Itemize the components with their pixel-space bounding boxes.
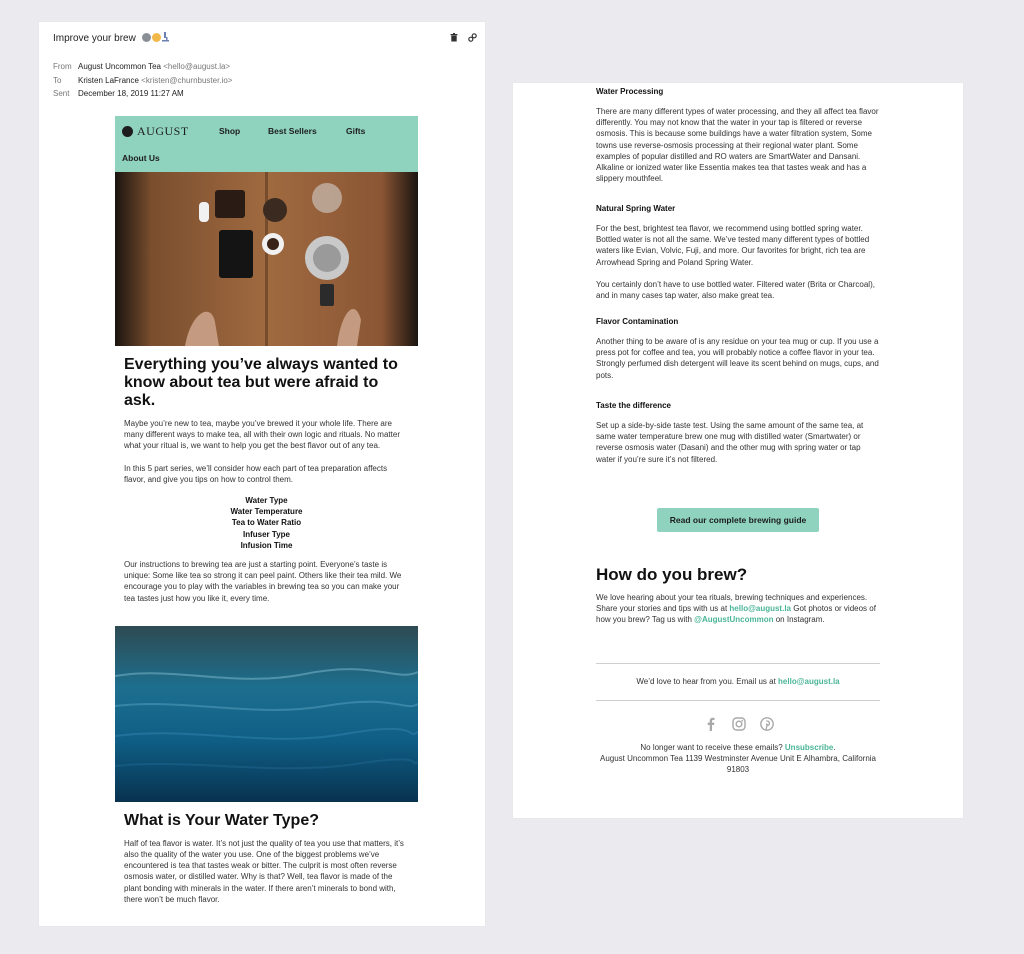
email-body <box>115 116 418 905</box>
august-logo[interactable] <box>122 124 189 139</box>
pinterest-icon[interactable] <box>760 717 774 736</box>
topic-list <box>115 495 418 551</box>
brew-paragraph <box>596 592 881 626</box>
section-paragraph: Set up a side-by-side taste test. Using the same amount of the same tea, at same water temperature brew one mug with distilled water (Smartwater) or reverse osmosis water (Dasani) and the other mug with spring water or tap water if you’re sure it’s not filtered. <box>596 421 864 464</box>
footer-address: August Uncommon Tea 1139 Westminster Avenue Unit E Alhambra, California 91803 <box>600 754 876 775</box>
from-name: August Uncommon Tea <box>78 62 162 71</box>
nav-best-sellers-link[interactable]: Best Sellers <box>268 126 317 136</box>
topic-item: Water Type <box>245 496 288 506</box>
unsubscribe-link[interactable]: Unsubscribe <box>784 743 834 752</box>
email-message-right <box>513 83 963 818</box>
instagram-icon[interactable] <box>732 717 746 736</box>
brew-text-a: We love hearing about your tea rituals, brewing techniques and experiences. Share your stories and tips with us at <box>596 593 868 614</box>
section-paragraph: For the best, brightest tea flavor, we recommend using bottled spring water. Bottled water is not all the same. We’ve tested many different types of bottled waters like Evian, Volvic, Fuji, and more. Our favorites for bright, rich tea are Arrowhead Spring and Poland Spring Water. <box>596 224 870 267</box>
contact-email-link[interactable]: hello@august.la <box>778 677 840 686</box>
contact-line <box>596 676 880 687</box>
email-subject <box>53 32 170 45</box>
section-paragraph: There are many different types of water processing, and they all affect tea flavor differently. You may not know that the water in your tap is filtered or reverse osmosis. This is because some buildings have a water filtration system, Some towns use reverse-osmosis processing at their regional water plant. Some examples of popular distilled and RO waters are SmartWater and Dansani. Alkaline or ionized water like Essentia makes tea that tastes weak and has a slippery mouthfeel. <box>596 107 879 184</box>
section-heading: Natural Spring Water <box>596 204 676 213</box>
logo-text: AUGUST <box>137 124 189 138</box>
brew-text-c: on Instagram. <box>773 615 825 625</box>
how-do-you-brew-heading: How do you brew? <box>596 565 748 584</box>
intro-paragraph-1: Maybe you’re new to tea, maybe you’ve brewed it your whole life. There are many different ways to make tea, all with their own logic and rituals. No matter what your ritual is, we want to help you get the best flavor out of any tea. <box>124 419 400 451</box>
sunglasses-face-icon <box>152 33 161 42</box>
facebook-icon[interactable] <box>704 717 718 736</box>
section-paragraph: You certainly don’t have to use bottled water. Filtered water (Brita or Charcoal), and in many cases tap water, also make great tea. <box>596 279 875 301</box>
topic-item: Infusion Time <box>240 540 293 550</box>
hero-image-tea-table <box>115 172 418 346</box>
sent-label: Sent <box>53 89 70 98</box>
nav-gifts-link[interactable]: Gifts <box>346 126 366 136</box>
email-message-left <box>39 22 485 926</box>
footer <box>596 742 880 776</box>
water-type-heading: What is Your Water Type? <box>124 811 319 829</box>
logo-mark-icon <box>122 126 133 137</box>
social-links <box>704 717 774 736</box>
divider <box>596 663 880 664</box>
intro-paragraph-2: In this 5 part series, we’ll consider how each part of tea preparation affects flavor, and give you tips on how to control them. <box>124 463 388 484</box>
microscope-icon <box>161 32 170 45</box>
brew-text-b: Got photos or videos of how you brew? Tag us with <box>596 604 876 625</box>
to-label: To <box>53 75 62 85</box>
instagram-handle-link[interactable]: @AugustUncommon <box>694 615 774 625</box>
email-header-meta <box>53 60 232 101</box>
unsubscribe-text: No longer want to receive these emails? <box>640 743 785 752</box>
sent-value: December 18, 2019 11:27 AM <box>78 89 184 98</box>
topic-item: Water Temperature <box>230 507 303 517</box>
read-brewing-guide-button[interactable]: Read our complete brewing guide <box>657 508 819 532</box>
coffee-cup-icon <box>142 33 151 42</box>
section-heading: Taste the difference <box>596 401 671 410</box>
unsubscribe-period: . <box>833 743 836 752</box>
water-image <box>115 626 418 802</box>
intro-headline: Everything you’ve always wanted to know about tea but were afraid to ask. <box>124 356 398 409</box>
brand-nav-bar <box>115 116 418 172</box>
intro-paragraph-3: Our instructions to brewing tea are just a starting point. Everyone’s taste is unique: Some like tea so strong it can peel paint. Others like their tea mild. We encourage you to play with the variables in brewing tea so you can make your tea tastes just how you like it, every time. <box>124 560 402 603</box>
trash-icon[interactable] <box>450 33 458 42</box>
divider <box>596 700 880 701</box>
nav-shop-link[interactable]: Shop <box>219 126 241 136</box>
section-heading: Water Processing <box>596 87 664 96</box>
topic-item: Infuser Type <box>243 529 290 539</box>
topic-item: Tea to Water Ratio <box>231 518 302 528</box>
to-name: Kristen LaFrance <box>78 75 139 85</box>
link-icon[interactable] <box>468 33 477 42</box>
nav-about-link[interactable]: About Us <box>122 153 160 163</box>
to-address[interactable]: <kristen@churnbuster.io> <box>141 75 233 85</box>
contact-text: We’d love to hear from you. Email us at <box>636 677 779 686</box>
brew-email-link[interactable]: hello@august.la <box>729 604 791 614</box>
section-heading: Flavor Contamination <box>596 317 679 326</box>
section-paragraph: Another thing to be aware of is any residue on your tea mug or cup. If you use a press pot for coffee and tea, you will probably notice a coffee flavor in your tea. Strongly perfumed dish detergent will leave its scent behind on mugs, cups, and pots. <box>596 337 879 380</box>
water-type-paragraph: Half of tea flavor is water. It’s not just the quality of tea you use that matters, it’s also the quality of the water you use. One of the biggest problems we’ve encountered is tea that tastes weak or bitter. The culprit is most often reverse osmosis water, or distilled water. Why is that? Well, tea flavor is made of the plant bonding with minerals in the water. If there aren’t minerals to bond with, there won’t be much flavor. <box>124 838 404 904</box>
from-address[interactable]: <hello@august.la> <box>163 62 231 71</box>
from-label: From <box>53 62 72 71</box>
email-subject-text: Improve your brew <box>53 33 136 44</box>
